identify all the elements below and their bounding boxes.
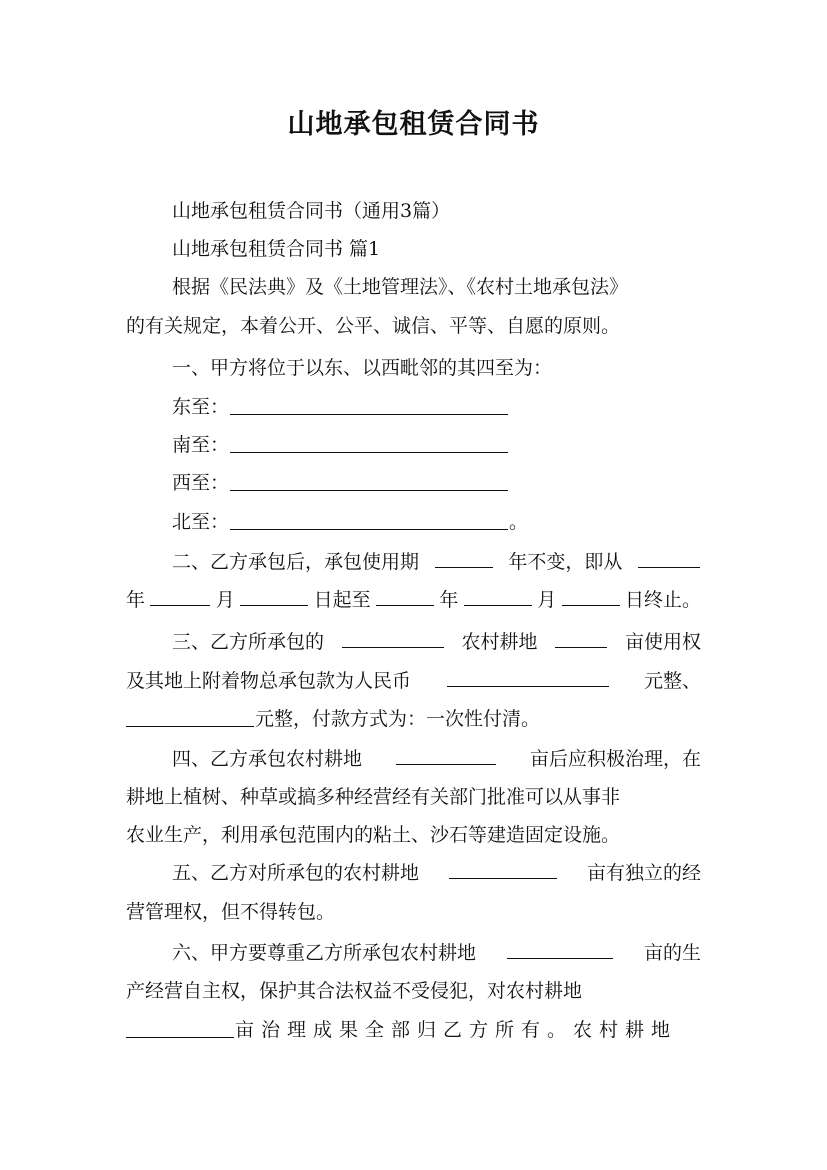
- text: 产经营自主权，保护其合法权益不受侵犯，对农村耕地: [126, 980, 583, 1002]
- text: 亩后应积极治理，在: [529, 748, 701, 770]
- label: 南至：: [172, 434, 230, 456]
- paragraph-line: [126, 629, 701, 655]
- text: 亩有独立的经: [586, 862, 701, 884]
- boundary-south: [126, 432, 701, 458]
- text: 农村耕地: [461, 631, 538, 653]
- blank-field[interactable]: [230, 434, 508, 453]
- text: 元整，付款方式为：一次性付清。: [255, 708, 541, 730]
- paragraph-line: [126, 784, 701, 810]
- text: 月: [537, 589, 557, 611]
- text: 月: [215, 589, 235, 611]
- text: 年不变，即从: [508, 551, 623, 573]
- text: 。: [509, 511, 529, 533]
- blank-field[interactable]: [126, 708, 254, 727]
- blank-field[interactable]: [396, 746, 496, 765]
- paragraph-line: [126, 822, 701, 848]
- boundary-west: [126, 470, 701, 496]
- text: 二、乙方承包后，承包使用期: [172, 551, 420, 573]
- paragraph-line: [126, 860, 701, 886]
- blank-field[interactable]: [376, 587, 434, 606]
- paragraph-line: 营管理权，但不得转包。: [126, 901, 336, 923]
- paragraph-line: [126, 668, 701, 694]
- paragraph-line: [126, 706, 701, 732]
- blank-field[interactable]: [240, 587, 308, 606]
- blank-field[interactable]: [562, 587, 620, 606]
- paragraph-line: [126, 274, 701, 300]
- paragraph-line: [126, 1017, 701, 1043]
- paragraph-line: 一、甲方将位于以东、以西毗邻的其四至为：: [172, 357, 553, 379]
- section-heading: 山地承包租赁合同书 篇1: [172, 238, 381, 260]
- blank-field[interactable]: [435, 549, 493, 568]
- text: 及其地上附着物总承包款为人民币: [126, 670, 412, 692]
- boundary-east: [126, 394, 701, 420]
- blank-field[interactable]: [464, 587, 532, 606]
- label: 东至：: [172, 396, 230, 418]
- text: 三、乙方所承包的: [172, 631, 325, 653]
- text: 六、甲方要尊重乙方所承包农村耕地: [172, 942, 477, 964]
- blank-field[interactable]: [342, 629, 444, 648]
- blank-field[interactable]: [507, 940, 613, 959]
- text: 年: [126, 589, 146, 611]
- text: 四、乙方承包农村耕地: [172, 748, 363, 770]
- text: 元整、: [643, 670, 701, 692]
- text: 日终止。: [624, 589, 701, 611]
- blank-field[interactable]: [230, 511, 508, 530]
- text: 农业生产，利用承包范围内的粘土、沙石等建造固定设施。: [126, 824, 621, 846]
- paragraph-line: 的有关规定，本着公开、公平、诚信、平等、自愿的原则。: [126, 315, 621, 337]
- label: 西至：: [172, 472, 230, 494]
- paragraph-line: [126, 549, 701, 575]
- text: 五、乙方对所承包的农村耕地: [172, 862, 420, 884]
- blank-field[interactable]: [230, 396, 508, 415]
- text: 年: [439, 589, 459, 611]
- blank-field[interactable]: [555, 629, 607, 648]
- blank-field[interactable]: [150, 587, 210, 606]
- paragraph-line: [126, 587, 701, 613]
- document-subtitle: 山地承包租赁合同书（通用3篇）: [172, 200, 451, 222]
- document-title: 山地承包租赁合同书: [287, 109, 540, 140]
- boundary-north: [126, 509, 701, 535]
- text: 亩治理成果全部归乙方所有。农村耕地: [235, 1019, 678, 1041]
- paragraph-line: [126, 940, 701, 966]
- blank-field[interactable]: [449, 860, 557, 879]
- paragraph-line: [126, 978, 701, 1004]
- text: 日起至: [313, 589, 371, 611]
- text: 根据《民法典》及《土地管理法》、《农村土地承包法》: [172, 276, 629, 298]
- text: 亩的生: [643, 942, 701, 964]
- blank-field[interactable]: [638, 549, 700, 568]
- blank-field[interactable]: [447, 668, 609, 687]
- blank-field[interactable]: [230, 472, 508, 491]
- paragraph-line: [126, 746, 701, 772]
- text: 亩使用权: [624, 631, 701, 653]
- blank-field[interactable]: [126, 1019, 234, 1038]
- label: 北至：: [172, 511, 230, 533]
- text: 耕地上植树、种草或搞多种经营经有关部门批准可以从事非: [126, 786, 621, 808]
